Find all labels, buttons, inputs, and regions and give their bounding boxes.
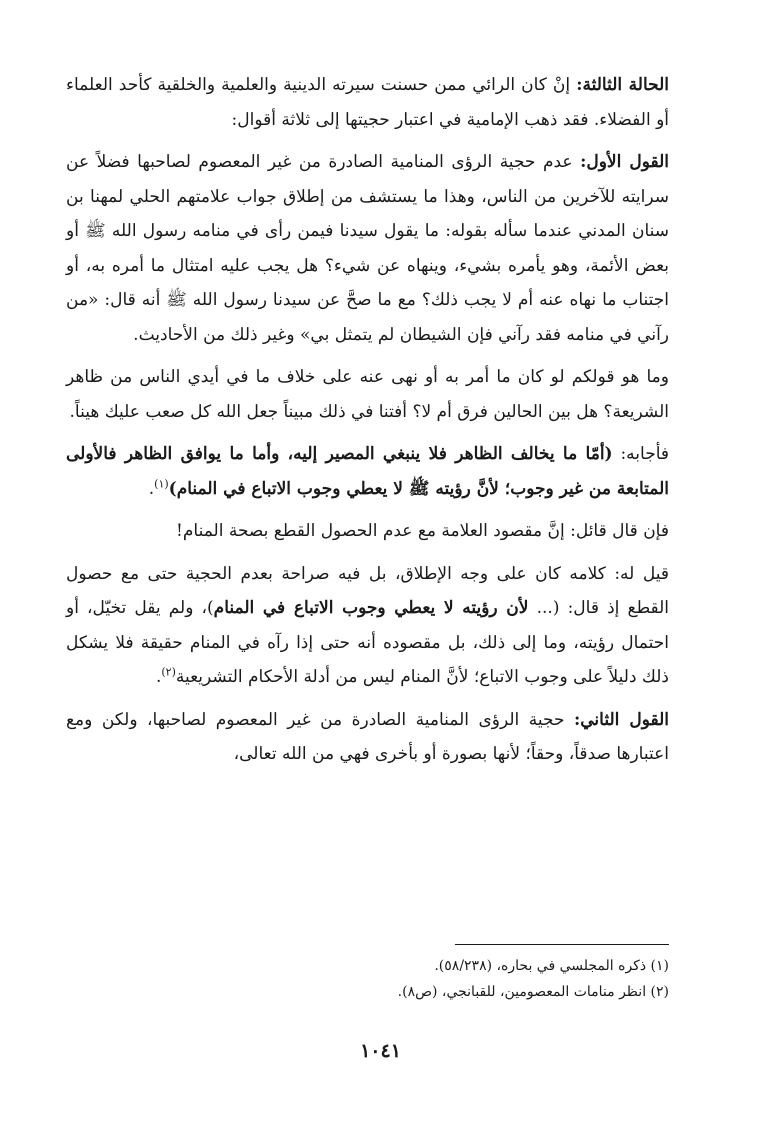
paragraph-tail: . [148, 478, 155, 499]
footnotes [66, 953, 669, 1005]
footnote-ref: (٢) [161, 665, 176, 679]
paragraph-second-opinion [66, 703, 669, 772]
paragraph-answer [66, 437, 669, 506]
paragraph-question [66, 360, 669, 429]
paragraph-text: فإن قال قائل: إنَّ مقصود العلامة مع عدم الحصول القطع بصحة المنام! [176, 521, 669, 541]
paragraph-tail: )، ولم يقل تخيّل، أو احتمال رؤيته، وما إلى ذلك، بل مقصوده أنه حتى إذا رآه في المنام حقيقة فلا يشكل ذلك دليلاً على وجوب الاتباع؛ لأنَّ المنام ليس من أدلة الأحكام التشريعية [66, 598, 669, 687]
footnote-1: (١) ذكره المجلسي في بحاره، (٥٨/٢٣٨). [434, 958, 669, 974]
paragraph-objection [66, 514, 669, 549]
reply-quote: لأن رؤيته لا يعطي وجوب الاتباع في المنام [213, 598, 529, 618]
answer-quote: (أمّا ما يخالف الظاهر فلا ينبغي المصير إليه، وأما ما يوافق الظاهر فالأولى المتابعة من غير وجوب؛ لأنَّ رؤيته ﷺ لا يعطي وجوب الاتباع في المنام) [66, 444, 669, 499]
footnote-2: (٢) انظر منامات المعصومين، للقبانجي، (ص٨). [397, 984, 669, 1000]
footnote-divider [455, 944, 669, 945]
paragraph-reply [66, 557, 669, 695]
paragraph-text: وما هو قولكم لو كان ما أمر به أو نهى عنه على خلاف ما في أيدي الناس من ظاهر الشريعة؟ هل بين الحالين فرق أم لا؟ أفتنا في ذلك مبيناً جعل الله كل صعب عليك هيناً. [66, 367, 669, 422]
body-text [66, 68, 669, 772]
paragraph-tail: . [155, 667, 162, 687]
paragraph-third-case [66, 68, 669, 137]
paragraph-text: حجية الرؤى المنامية الصادرة من غير المعصوم لصاحبها، ولكن ومع اعتبارها صدقاً، وحقاً؛ لأنها بصورة أو بأخرى فهي من الله تعالى، [66, 709, 669, 764]
paragraph-first-opinion [66, 145, 669, 352]
paragraph-lead: الحالة الثالثة: [576, 75, 669, 95]
paragraph-lead: القول الأول: [580, 152, 670, 172]
page-number: ١٠٤١ [360, 1040, 401, 1062]
paragraph-text: قيل له: كلامه كان على وجه الإطلاق، بل فيه صراحة بعدم الحجية حتى مع حصول القطع إذ قال: (... [66, 563, 670, 618]
paragraph-lead: القول الثاني: [573, 709, 669, 730]
footnote-ref: (١) [154, 476, 169, 490]
paragraph-text: عدم حجية الرؤى المنامية الصادرة من غير المعصوم لصاحبها فضلاً عن سرايته للآخرين من الناس، وهذا ما يستشف من إطلاق جواب علامتهم الحلي لمهنا بن سنان المدني عندما سأله بقوله: ما يقول سيدنا فيمن رأى في منامه رسول الله ﷺ أو بعض الأئمة، وهو يأمره بشيء، وينهاه عن شيء؟ هل يجب عليه امتثال ما أمره به، أو اجتناب ما نهاه عنه أم لا يجب ذلك؟ مع ما صحَّ عن سيدنا رسول الله ﷺ أنه قال: «من رآني في منامه فقد رآني فإن الشيطان لم يتمثل بي» وغير ذلك من الأحاديث. [66, 152, 669, 345]
paragraph-text: فأجابه: [620, 444, 670, 464]
paragraph-text: إنْ كان الرائي ممن حسنت سيرته الدينية والعلمية والخلقية كأحد العلماء أو الفضلاء. فقد ذهب الإمامية في اعتبار حجيتها إلى ثلاثة أقوال: [66, 75, 669, 130]
